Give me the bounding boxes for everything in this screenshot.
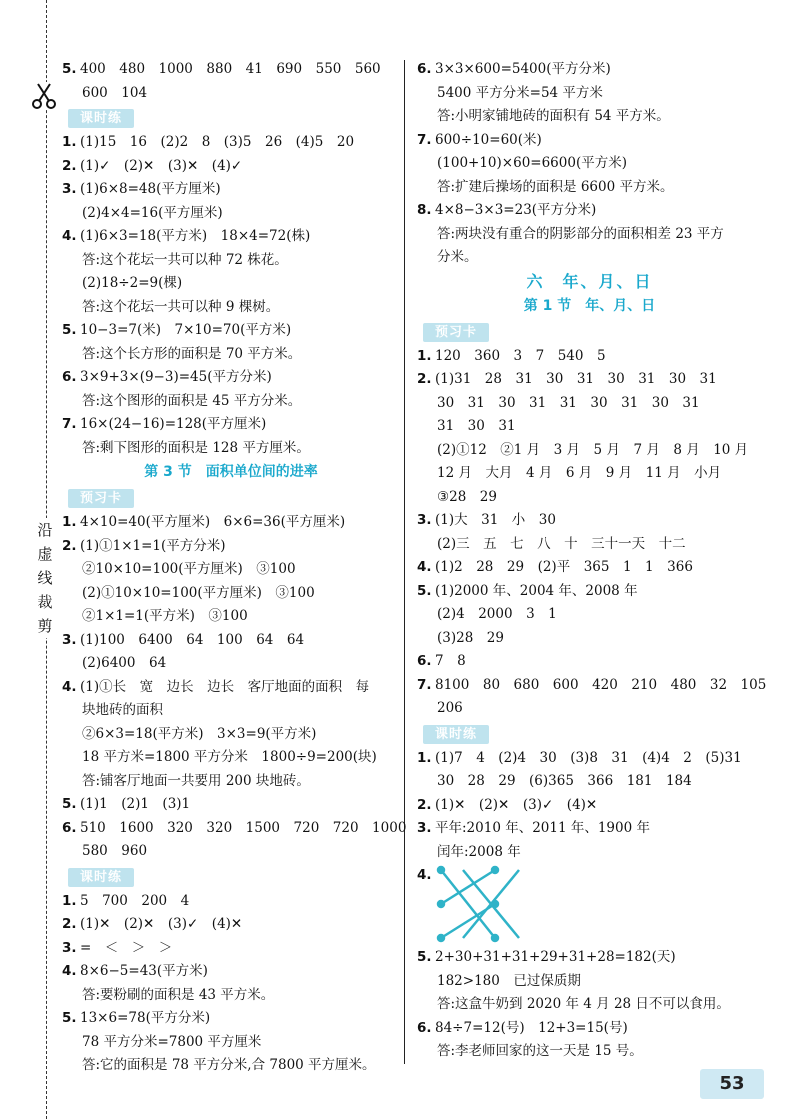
answer-line: 1. 120 360 3 7 540 5: [417, 347, 606, 364]
answer-line: 3. 平年:2010 年、2011 年、1900 年: [417, 820, 650, 836]
answer-line: 3. (1)100 6400 64 100 64 64: [62, 631, 305, 648]
section-badge: 课时练: [423, 725, 489, 744]
answer-line: 5. 10−3=7(米) 7×10=70(平方米): [62, 322, 292, 338]
section-badge: 课时练: [68, 868, 134, 887]
answer-line: 580 960: [82, 843, 148, 859]
answer-line: 1. (1)7 4 (2)4 30 (3)8 31 (4)4 2 (5)31: [417, 749, 742, 766]
answer-line: 4. (1)①长 宽 边长 边长 客厅地面的面积 每: [62, 678, 370, 695]
answer-line: 答:小明家铺地砖的面积有 54 平方米。: [437, 108, 670, 124]
answer-line: (3)28 29: [437, 629, 504, 646]
scissors-icon: [30, 82, 58, 110]
answer-line: 答:这个长方形的面积是 70 平方米。: [82, 345, 302, 362]
answer-line: ③28 29: [437, 488, 497, 505]
answer-line: 7. 16×(24−16)=128(平方厘米): [62, 416, 267, 432]
answer-line: 6. 3×3×600=5400(平方分米): [417, 61, 611, 77]
section-badge: 预习卡: [423, 323, 489, 342]
answer-line: 2. (1)31 28 31 30 31 30 31 30 31: [417, 371, 717, 387]
column-divider: [404, 60, 405, 1064]
answer-line: 12 月 大月 4 月 6 月 9 月 11 月 小月: [437, 465, 722, 481]
answer-line: 答:要粉刷的面积是 43 平方米。: [82, 986, 275, 1003]
answer-line: 答:这个花坛一共可以种 72 株花。: [82, 251, 288, 268]
section-badge: 课时练: [68, 109, 134, 128]
answer-line: 2. (1)①1×1=1(平方分米): [62, 537, 226, 554]
answer-line: (2)三 五 七 八 十 三十一天 十二: [437, 535, 686, 552]
answer-line: 答:铺客厅地面一共要用 200 块地砖。: [82, 772, 310, 789]
answer-line: 答:李老师回家的这一天是 15 号。: [437, 1043, 643, 1059]
right-column: [417, 58, 767, 1064]
answer-line: 6. 7 8: [417, 653, 466, 669]
answer-line: 5400 平方分米=54 平方米: [437, 84, 603, 101]
answer-line: (2)4×4=16(平方厘米): [82, 204, 223, 221]
answer-line: 闰年:2008 年: [437, 843, 521, 860]
answer-line: 块地砖的面积: [82, 702, 163, 718]
answer-line: (2)6400 64: [82, 655, 167, 671]
answer-line: 答:剩下图形的面积是 128 平方厘米。: [82, 439, 310, 456]
answer-line: 5. (1)1 (2)1 (3)1: [62, 796, 191, 812]
answer-line: 1. 5 700 200 4: [62, 892, 190, 909]
answer-line: 30 28 29 (6)365 366 181 184: [437, 773, 692, 789]
answer-line: 5. 13×6=78(平方分米): [62, 1010, 211, 1026]
chapter-title: 六 年、月、日: [526, 271, 653, 291]
section-title: 第 1 节 年、月、日: [523, 297, 656, 314]
answer-line: 3. (1)大 31 小 30: [417, 512, 556, 528]
answer-line: 3. = ＜ ＞ ＞: [62, 939, 173, 956]
answer-line: 2. (1)✕ (2)✕ (3)✓ (4)✕: [62, 916, 243, 932]
answer-line: 6. 84÷7=12(号) 12+3=15(号): [417, 1019, 628, 1036]
matching-figure: 4.: [417, 864, 762, 946]
answer-line: 7. 600÷10=60(米): [417, 131, 542, 148]
matching-lines-diagram: [423, 864, 533, 944]
answer-line: 答:这个图形的面积是 45 平方分米。: [82, 392, 302, 409]
answer-line: 2. (1)✕ (2)✕ (3)✓ (4)✕: [417, 796, 598, 813]
answer-line: 5. 2+30+31+31+29+31+28=182(天): [417, 949, 676, 965]
answer-line: 6. 510 1600 320 320 1500 720 720 1000: [62, 819, 407, 836]
answer-line: 600 104: [82, 84, 148, 101]
answer-line: 18 平方米=1800 平方分米 1800÷9=200(块): [82, 749, 377, 765]
answer-line: (2)4 2000 3 1: [437, 606, 557, 622]
answer-line: 答:这个花坛一共可以种 9 棵树。: [82, 298, 280, 315]
cut-instruction: 沿 虚 线 裁 剪: [34, 518, 56, 638]
answer-line: 1. 4×10=40(平方厘米) 6×6=36(平方厘米): [62, 514, 346, 530]
page-number: 53: [700, 1069, 764, 1099]
answer-line: 4. (1)6×3=18(平方米) 18×4=72(株): [62, 228, 311, 244]
answer-line: (2)①12 ②1 月 3 月 5 月 7 月 8 月 10 月: [437, 441, 749, 458]
answer-line: 3. (1)6×8=48(平方厘米): [62, 181, 221, 197]
answer-line: 182>180 已过保质期: [437, 972, 581, 989]
answer-line: 206: [437, 700, 463, 716]
answer-line: 8. 4×8−3×3=23(平方分米): [417, 202, 597, 218]
answer-line: 4. (1)2 28 29 (2)平 365 1 1 366: [417, 559, 693, 575]
answer-line: 5. 400 480 1000 880 41 690 550 560: [62, 61, 381, 77]
answer-line: 答:它的面积是 78 平方分米,合 7800 平方厘米。: [82, 1057, 376, 1073]
answer-line: 4. 8×6−5=43(平方米): [62, 963, 208, 979]
answer-line: 答:两块没有重合的阴影部分的面积相差 23 平方: [437, 225, 724, 242]
answer-line: ②10×10=100(平方厘米) ③100: [82, 561, 296, 577]
answer-line: 30 31 30 31 31 30 31 30 31: [437, 394, 700, 411]
answer-line: 31 30 31: [437, 418, 516, 434]
answer-line: (100+10)×60=6600(平方米): [437, 155, 627, 171]
answer-line: (2)18÷2=9(棵): [82, 275, 183, 291]
answer-line: 2. (1)✓ (2)✕ (3)✕ (4)✓: [62, 157, 243, 174]
answer-line: 答:扩建后操场的面积是 6600 平方米。: [437, 178, 674, 195]
answer-line: ②6×3=18(平方米) 3×3=9(平方米): [82, 725, 317, 742]
answer-line: 78 平方分米=7800 平方厘米: [82, 1033, 262, 1050]
answer-line: 分米。: [437, 249, 478, 265]
answer-line: 1. (1)15 16 (2)2 8 (3)5 26 (4)5 20: [62, 134, 355, 150]
section-title: 第 3 节 面积单位间的进率: [144, 464, 318, 480]
left-column: [62, 58, 407, 1078]
answer-line: 7. 8100 80 680 600 420 210 480 32 105: [417, 676, 767, 693]
answer-line: 5. (1)2000 年、2004 年、2008 年: [417, 582, 638, 599]
answer-line: ②1×1=1(平方米) ③100: [82, 608, 248, 624]
answer-line: 答:这盒牛奶到 2020 年 4 月 28 日不可以食用。: [437, 996, 730, 1012]
answer-line: (2)①10×10=100(平方厘米) ③100: [82, 584, 315, 601]
answer-line: 6. 3×9+3×(9−3)=45(平方分米): [62, 369, 272, 385]
section-badge: 预习卡: [68, 489, 134, 508]
